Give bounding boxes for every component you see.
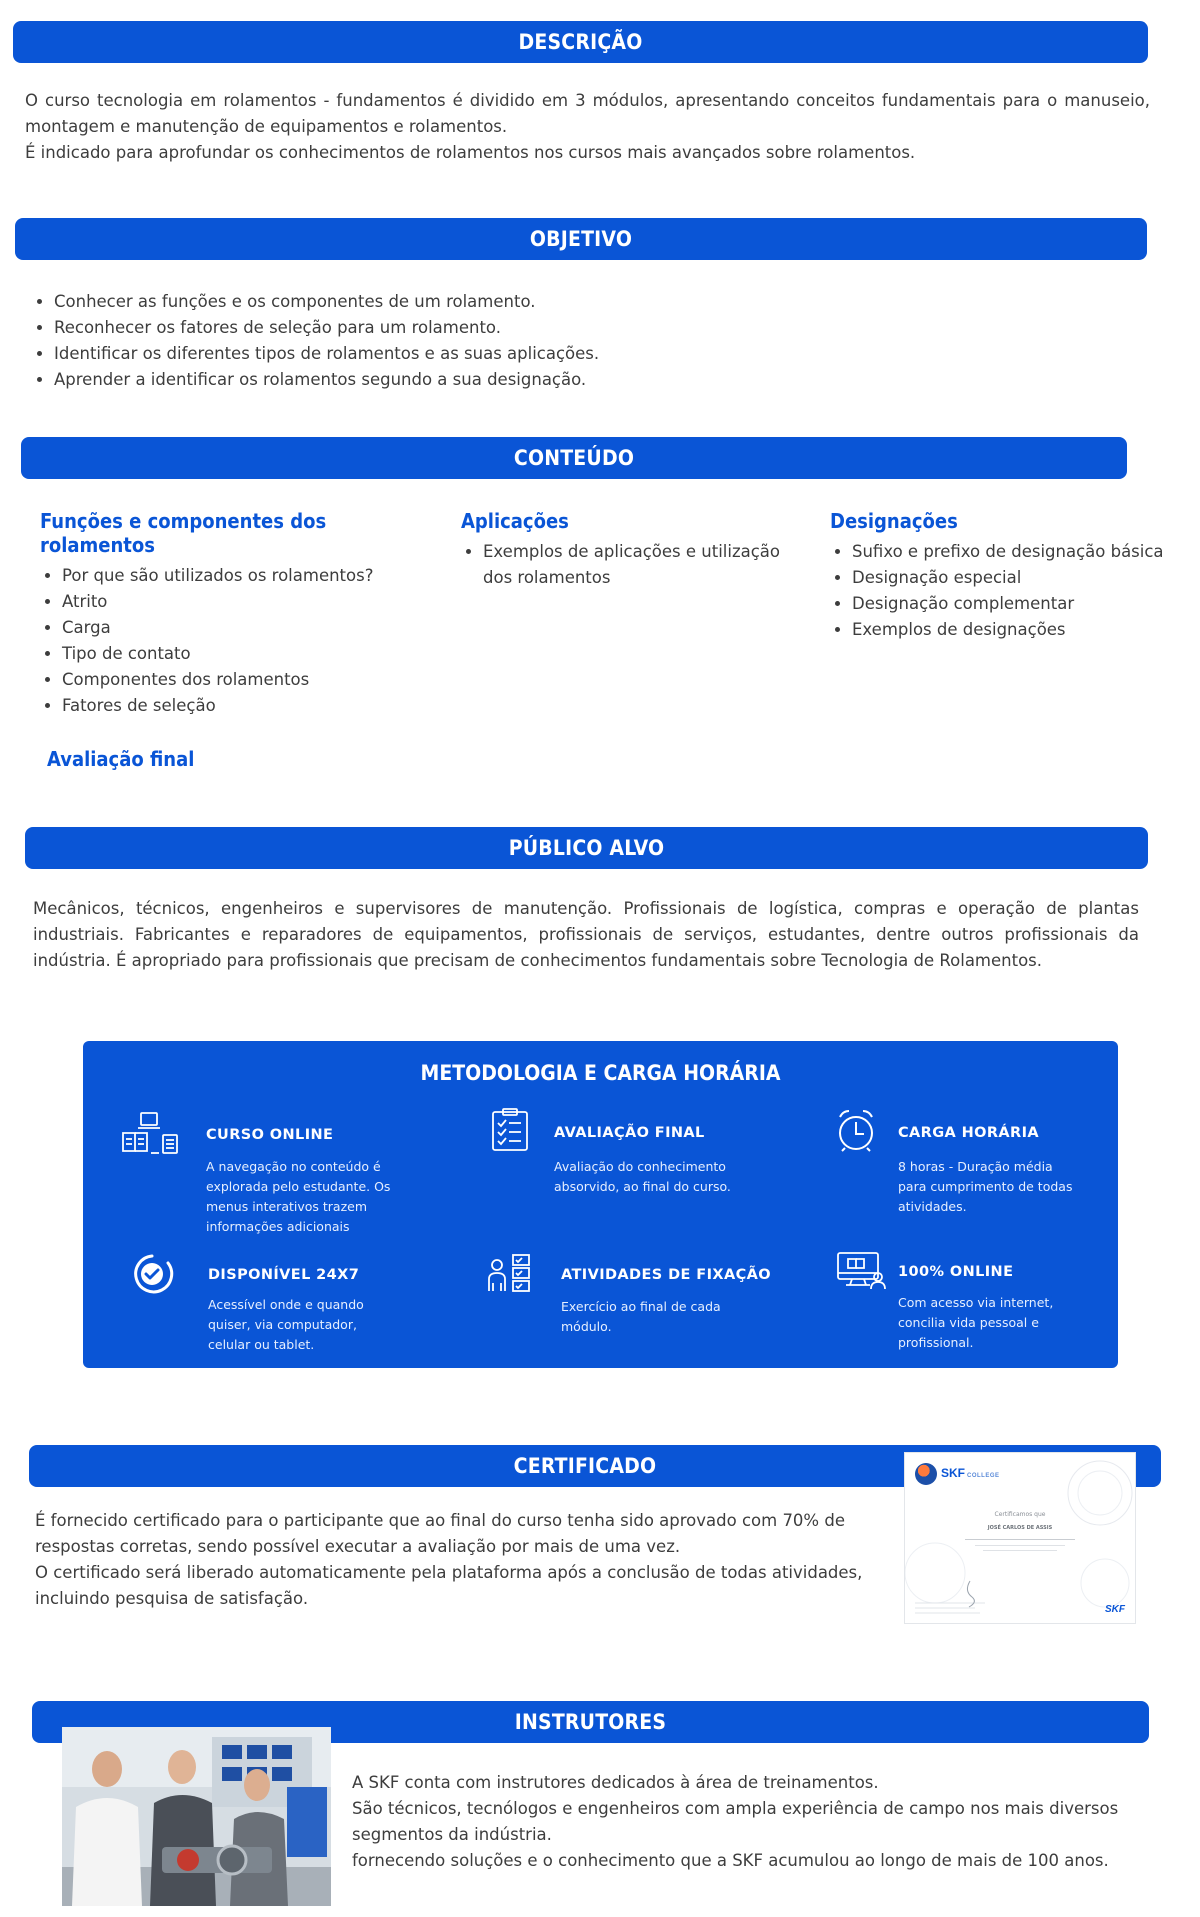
feature-curso-online xyxy=(119,1107,409,1237)
section-title: INSTRUTORES xyxy=(514,1710,667,1734)
feature-description: A navegação no conteúdo é explorada pelo estudante. Os menus interativos trazem informações adicionais xyxy=(206,1159,391,1234)
brand-name: SKF xyxy=(941,1466,965,1480)
feature-description: Exercício ao final de cada módulo. xyxy=(561,1299,721,1334)
description-text xyxy=(25,88,1150,166)
list-item: • Conhecer as funções e os componentes de um rolamento. xyxy=(54,289,1124,315)
instructors-paragraph: fornecendo soluções e o conhecimento que a SKF acumulou ao longo de mais de 100 anos. xyxy=(352,1851,1109,1870)
feature-title: CARGA HORÁRIA xyxy=(898,1125,1040,1141)
online-course-icon xyxy=(119,1111,181,1161)
certificate-rule xyxy=(965,1539,1075,1540)
brand-sub: COLLEGE xyxy=(967,1473,1000,1479)
list-item: • Aprender a identificar os rolamentos segundo a sua designação. xyxy=(54,367,1124,393)
feature-title: DISPONÍVEL 24X7 xyxy=(208,1267,360,1283)
feature-title: 100% ONLINE xyxy=(898,1264,1014,1280)
section-title: PÚBLICO ALVO xyxy=(508,836,665,860)
instructors-text xyxy=(352,1770,1160,1874)
feature-carga-horaria xyxy=(835,1107,1095,1237)
certificate-background-art xyxy=(905,1453,1135,1623)
section-header-conteudo xyxy=(21,437,1127,479)
column-list xyxy=(830,539,1170,643)
section-title: CONTEÚDO xyxy=(513,446,635,470)
certificate-paragraph: O certificado será liberado automaticamente pela plataforma após a conclusão de todas atividades, incluindo pesquisa de satisfação. xyxy=(35,1563,863,1608)
feature-description: Acessível onde e quando quiser, via computador, celular ou tablet. xyxy=(208,1297,364,1352)
column-title: Aplicações xyxy=(461,509,569,533)
section-header-descricao xyxy=(13,21,1148,63)
list-item: • Componentes dos rolamentos xyxy=(62,667,440,693)
section-header-publico xyxy=(25,827,1148,869)
column-title: Designações xyxy=(830,509,958,533)
list-item: • Atrito xyxy=(62,589,440,615)
certificate-thumbnail xyxy=(904,1452,1136,1624)
certificate-heading: Certificamos que xyxy=(994,1511,1046,1518)
feature-title: AVALIAÇÃO FINAL xyxy=(554,1125,705,1141)
feature-avaliacao-final xyxy=(487,1107,777,1237)
activities-icon xyxy=(487,1251,533,1299)
feature-title: ATIVIDADES DE FIXAÇÃO xyxy=(561,1267,771,1283)
content-column-designacoes xyxy=(830,509,1170,643)
certificate-paragraph: É fornecido certificado para o participante que ao final do curso tenha sido aprovado com 70% de respostas corretas, sendo possível executar a avaliação por mais de uma vez. xyxy=(35,1511,845,1556)
section-title: OBJETIVO xyxy=(529,227,633,251)
skf-college-globe-icon xyxy=(915,1463,937,1485)
section-title: CERTIFICADO xyxy=(513,1454,657,1478)
objective-list-wrapper xyxy=(24,289,1124,393)
section-header-objetivo xyxy=(15,218,1147,260)
list-item: • Exemplos de designações xyxy=(852,617,1170,643)
instructors-photo xyxy=(62,1727,331,1906)
section-title: DESCRIÇÃO xyxy=(518,30,643,54)
check-circle-icon xyxy=(129,1251,175,1301)
list-item: • Carga xyxy=(62,615,440,641)
list-item: • Tipo de contato xyxy=(62,641,440,667)
list-item: • Designação especial xyxy=(852,565,1170,591)
audience-text: Mecânicos, técnicos, engenheiros e supervisores de manutenção. Profissionais de logística, compras e operação de plantas industriais. Fabricantes e reparadores de equipamentos, profissionais de serviços, estudantes, dentre outros profissionais da indústria. É apropriado para profissionais que precisam de conhecimentos fundamentais sobre Tecnologia de Rolamentos. xyxy=(33,899,1139,970)
column-list xyxy=(461,539,801,591)
computer-user-icon xyxy=(836,1251,886,1295)
content-column-funcoes xyxy=(40,509,440,719)
feature-description: Avaliação do conhecimento absorvido, ao final do curso. xyxy=(554,1159,731,1194)
description-paragraph: É indicado para aprofundar os conhecimentos de rolamentos nos cursos mais avançados sobre rolamentos. xyxy=(25,143,916,162)
column-title: Funções e componentes dos rolamentos xyxy=(40,509,327,557)
feature-description: 8 horas - Duração média para cumprimento de todas atividades. xyxy=(898,1159,1073,1214)
feature-100-online xyxy=(836,1251,1096,1361)
instructors-paragraph: A SKF conta com instrutores dedicados à área de treinamentos. xyxy=(352,1773,879,1792)
feature-description: Com acesso via internet, concilia vida pessoal e profissional. xyxy=(898,1295,1054,1350)
content-column-aplicacoes xyxy=(461,509,801,591)
checklist-icon xyxy=(487,1107,533,1157)
certificate-brand xyxy=(941,1466,1000,1480)
list-item: • Fatores de seleção xyxy=(62,693,440,719)
certificate-text xyxy=(35,1508,865,1612)
methodology-title: METODOLOGIA E CARGA HORÁRIA xyxy=(420,1061,781,1085)
objective-list xyxy=(24,289,1124,393)
certificate-name: JOSÉ CARLOS DE ASSIS xyxy=(987,1525,1053,1531)
list-item: • Sufixo e prefixo de designação básica xyxy=(852,539,1170,565)
column-list xyxy=(40,563,440,719)
methodology-panel xyxy=(83,1041,1118,1368)
final-assessment xyxy=(47,747,194,777)
certificate-rule xyxy=(983,1550,1057,1551)
list-item: • Designação complementar xyxy=(852,591,1170,617)
instructors-paragraph: São técnicos, tecnólogos e engenheiros com ampla experiência de campo nos mais diversos segmentos da indústria. xyxy=(352,1799,1119,1844)
list-item: • Por que são utilizados os rolamentos? xyxy=(62,563,440,589)
list-item: • Reconhecer os fatores de seleção para um rolamento. xyxy=(54,315,1124,341)
feature-title: CURSO ONLINE xyxy=(206,1127,334,1143)
instructors-photo-illustration xyxy=(62,1727,331,1906)
feature-disponivel xyxy=(129,1251,409,1361)
skf-logo: SKF xyxy=(1105,1604,1125,1615)
list-item: • Exemplos de aplicações e utilização dos rolamentos xyxy=(483,539,801,591)
alarm-clock-icon xyxy=(835,1107,877,1157)
list-item: • Identificar os diferentes tipos de rolamentos e as suas aplicações. xyxy=(54,341,1124,367)
final-assessment-title: Avaliação final xyxy=(47,747,195,771)
description-paragraph: O curso tecnologia em rolamentos - fundamentos é dividido em 3 módulos, apresentando conceitos fundamentais para o manuseio, montagem e manutenção de equipamentos e rolamentos. xyxy=(25,91,1150,136)
certificate-rule xyxy=(975,1545,1065,1546)
feature-atividades xyxy=(487,1251,777,1361)
